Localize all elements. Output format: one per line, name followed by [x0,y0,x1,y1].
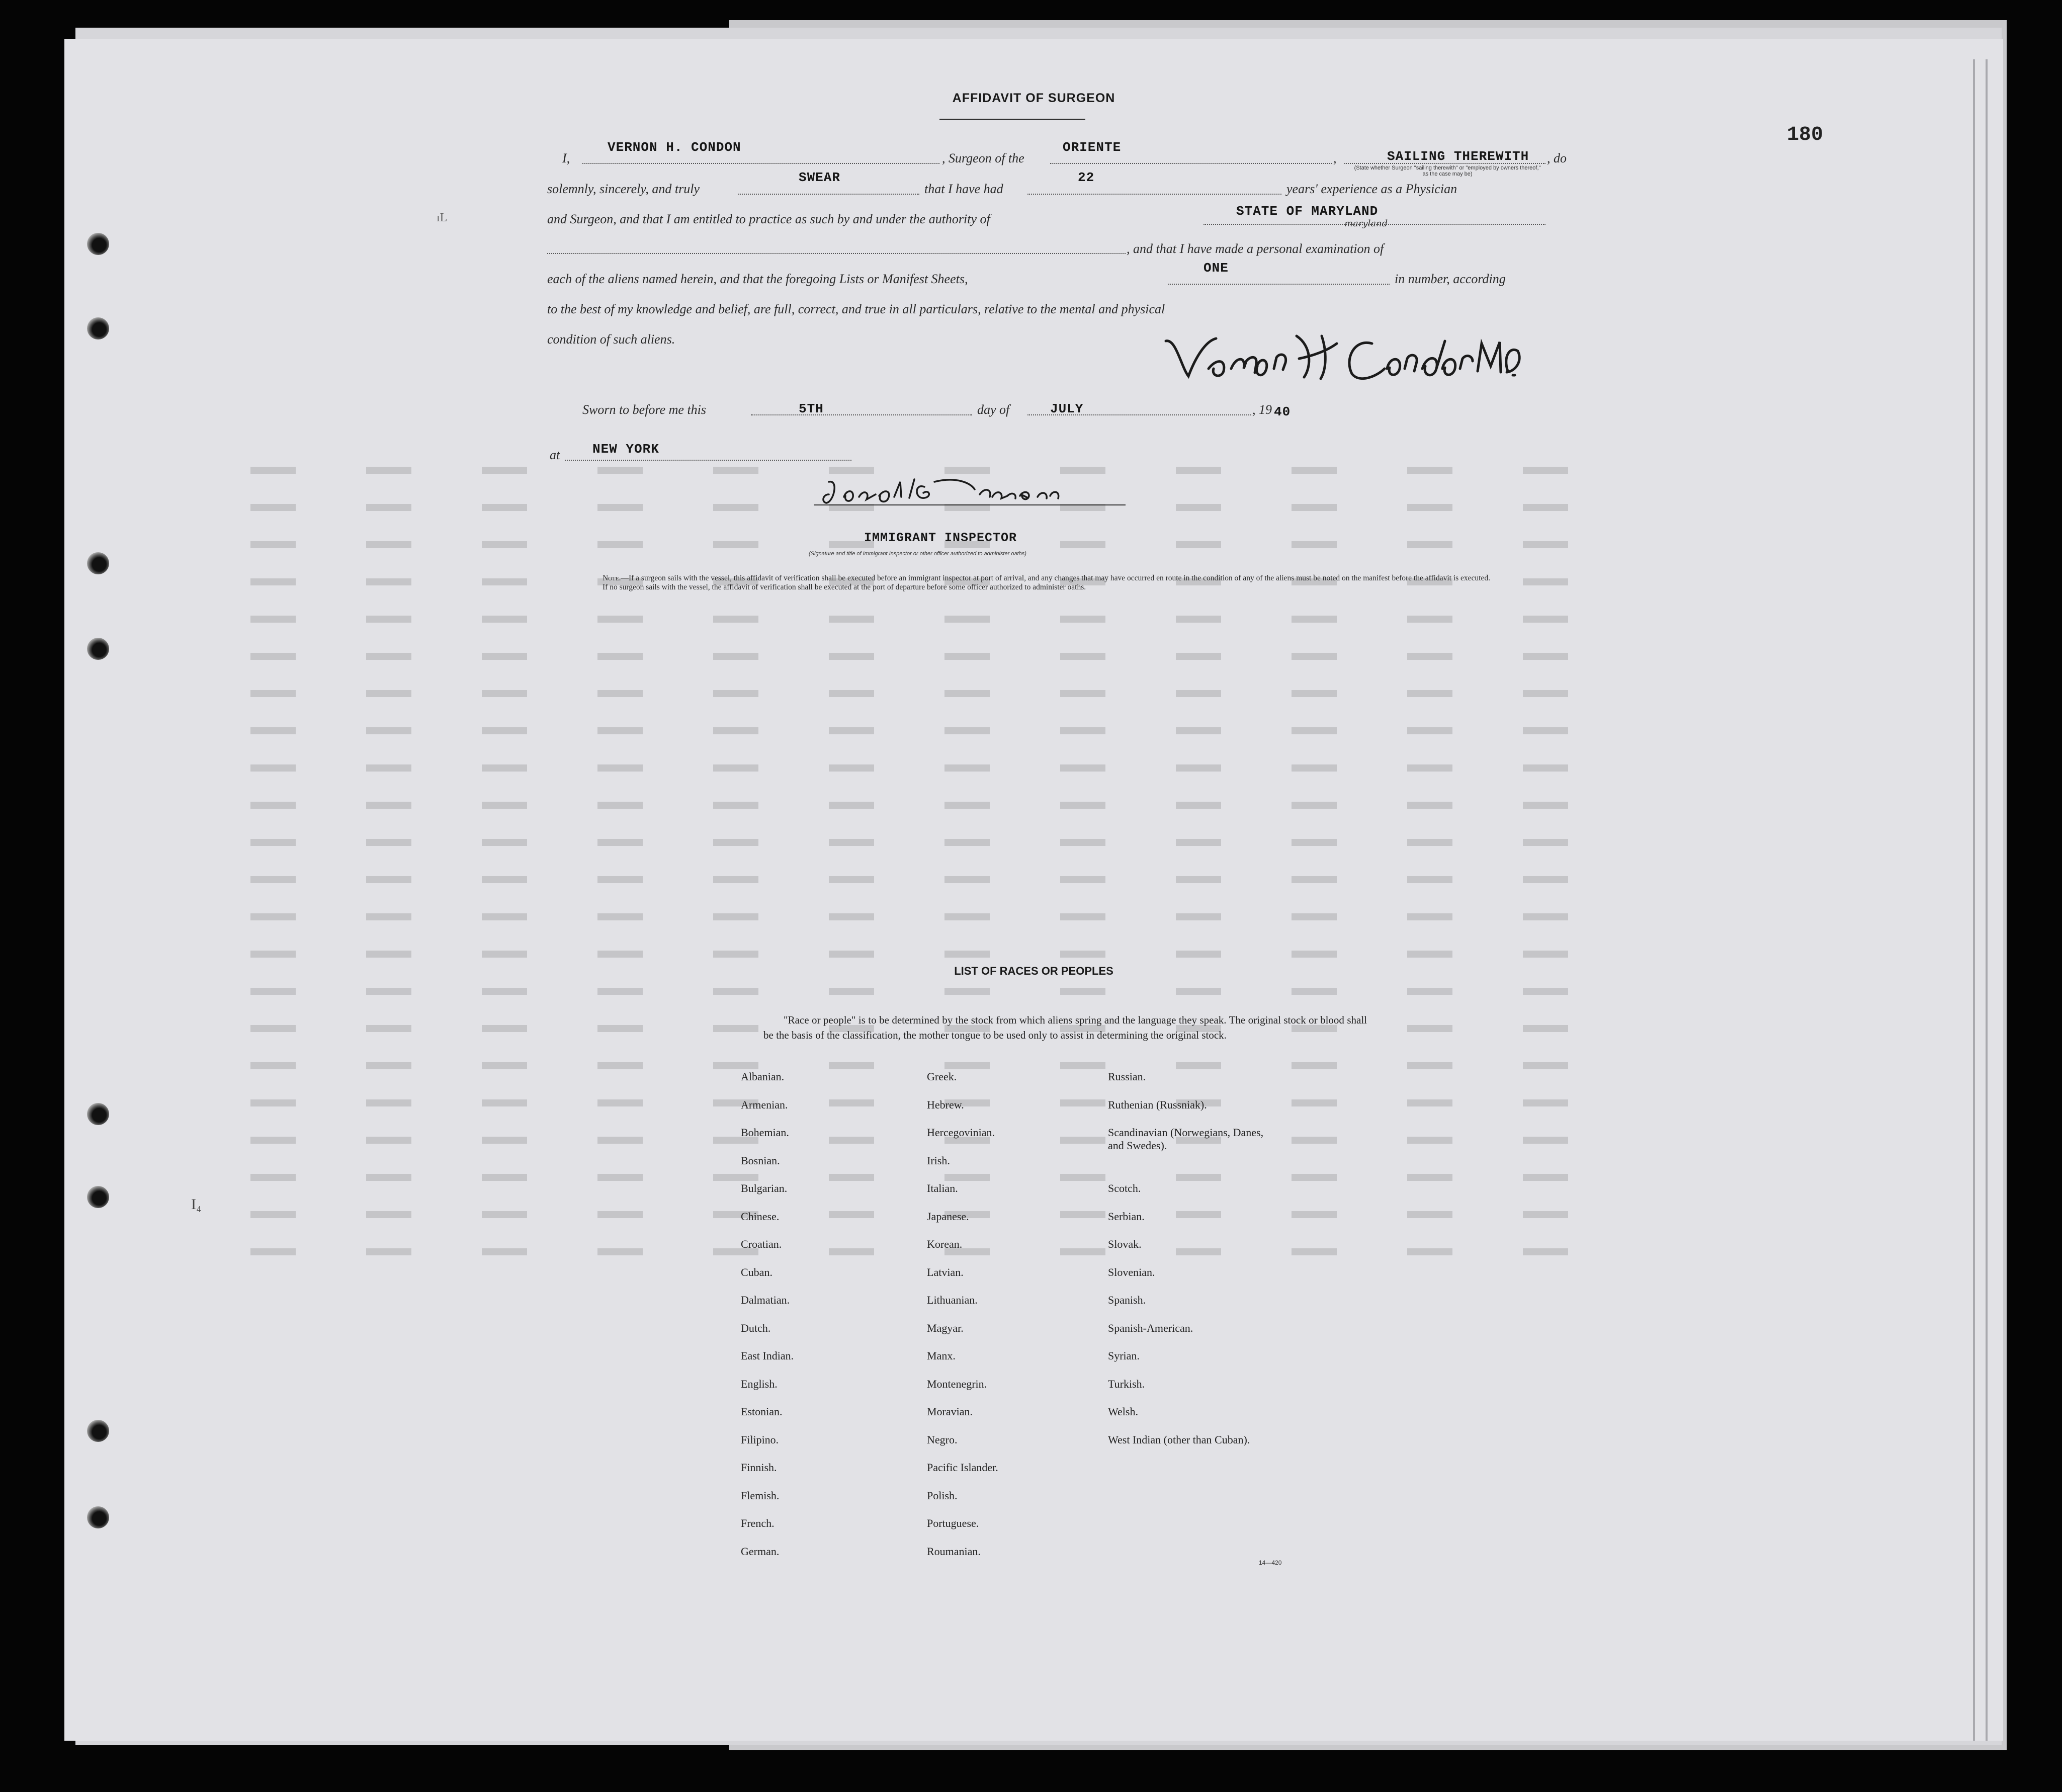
race-item: Spanish-American. [1108,1321,1193,1334]
race-item: Syrian. [1108,1349,1140,1362]
bleed-row [175,1159,1986,1196]
affidavit-text: , [1333,151,1337,165]
binder-hole [87,1506,109,1528]
affidavit-text: solemnly, sincerely, and truly [547,182,700,196]
dotted-rule [1168,284,1390,285]
race-item: Albanian. [741,1070,785,1083]
affidavit-text: and Surgeon, and that I am entitled to practice as such by and under the authority of [547,212,990,226]
race-item: Russian. [1108,1070,1146,1083]
races-column [741,1070,794,1573]
race-item: Bosnian. [741,1154,780,1167]
dotted-rule [751,414,972,415]
title-rule [939,119,1085,120]
dotted-rule [1050,163,1332,164]
race-item: French. [741,1517,775,1529]
oath-type: SWEAR [799,170,841,185]
race-item: Estonian. [741,1405,783,1418]
bleed-row [175,973,1986,1010]
dotted-rule [582,163,939,164]
race-item: English. [741,1377,778,1390]
race-item: Filipino. [741,1433,779,1446]
race-item: Portuguese. [927,1517,979,1529]
race-item: Finnish. [741,1461,777,1474]
race-item: Scotch. [1108,1182,1141,1194]
manifest-sheet [64,39,2003,1741]
race-item: Cuban. [741,1265,772,1278]
affidavit-note [587,574,1573,592]
race-item: Turkish. [1108,1377,1145,1390]
race-item: Flemish. [741,1489,780,1502]
sworn-text: day of [977,402,1010,417]
affidavit-text: years' experience as a Physician [1286,182,1457,196]
race-item: Irish. [927,1154,950,1167]
affidavit-text: each of the aliens named herein, and that the foregoing Lists or Manifest Sheets, [547,272,968,286]
race-item: Moravian. [927,1405,973,1418]
bleed-row [175,601,1986,638]
race-item: East Indian. [741,1349,794,1362]
race-item: Croatian. [741,1238,782,1250]
race-item: Montenegrin. [927,1377,987,1390]
race-item: Serbian. [1108,1210,1145,1223]
sworn-day: 5TH [799,401,824,416]
dotted-rule [547,253,1126,254]
races-column [927,1070,998,1573]
race-item: Bohemian. [741,1126,789,1139]
race-item: Scandinavian (Norwegians, Danes, and Swedes). [1108,1126,1264,1152]
note-text-2: If no surgeon sails with the vessel, the affidavit of verification shall be executed at the port of departure before some officer authorized to administer oaths. [603,583,1086,591]
affidavit-text: , and that I have made a personal examination of [1127,241,1384,256]
bleed-row [175,898,1986,935]
race-item: Spanish. [1108,1294,1146,1306]
dotted-rule [1027,194,1281,195]
affidavit-text: to the best of my knowledge and belief, are full, correct, and true in all particulars, relative to the mental and physical [547,302,1165,316]
binder-hole [87,1103,109,1125]
bleed-row [175,749,1986,787]
margin-mark: ıL [437,211,448,224]
race-item: Dalmatian. [741,1294,790,1306]
note-label: Note. [603,574,621,582]
race-item: Dutch. [741,1321,771,1334]
race-item: Roumanian. [927,1545,981,1558]
status-note: (State whether Surgeon "sailing therewith" or "employed by owners thereof," as the case may be) [1354,165,1541,177]
bleed-row [175,526,1986,563]
race-item: Hercegovinian. [927,1126,995,1139]
affidavit-title: AFFIDAVIT OF SURGEON [952,91,1115,105]
race-item: Hebrew. [927,1098,964,1111]
race-item: Magyar. [927,1321,964,1334]
race-item: German. [741,1545,780,1558]
form-number: 14—420 [1259,1559,1282,1566]
binder-hole [87,638,109,660]
binder-hole [87,1420,109,1442]
note-text-1: —If a surgeon sails with the vessel, this affidavit of verification shall be executed before an immigrant inspector at port of arrival, and any changes that may have occurred en route in the condition of any of the aliens must be noted on the manifest before the affidavit is executed. [621,574,1490,582]
inspector-title: IMMIGRANT INSPECTOR [864,531,1017,545]
race-item: Pacific Islander. [927,1461,998,1474]
bleed-row [175,787,1986,824]
race-item: Latvian. [927,1265,964,1278]
race-item: Italian. [927,1182,958,1194]
years-experience: 22 [1078,170,1095,185]
races-column [1108,1070,1274,1461]
binder-hole [87,317,109,339]
margin-mark: I₄ [191,1196,202,1213]
bleed-row [175,1084,1986,1122]
sworn-month: JULY [1050,401,1084,416]
race-item: Manx. [927,1349,956,1362]
race-item: Japanese. [927,1210,969,1223]
affidavit-text: in number, according [1395,272,1506,286]
bleed-row [175,638,1986,675]
race-item: Lithuanian. [927,1294,978,1306]
dotted-rule [565,460,851,461]
surgeon-name: VERNON H. CONDON [608,140,741,155]
binder-hole [87,233,109,255]
manifest-sheet-count: ONE [1204,261,1229,276]
races-intro: "Race or people" is to be determined by the stock from which aliens spring and the language they speak. The original stock or blood shall be the basis of the classification, the mother tongue to be used only to assist in determining the original stock. [763,1014,1367,1041]
race-item: Ruthenian (Russniak). [1108,1098,1207,1111]
vessel-name: ORIENTE [1063,140,1122,155]
inspector-signature [809,472,1090,512]
race-item: Bulgarian. [741,1182,788,1194]
bleed-row [175,675,1986,712]
inspector-caption: (Signature and title of Immigrant Inspector or other officer authorized to administer oaths) [809,551,1026,557]
binder-hole [87,552,109,574]
race-item: Chinese. [741,1210,780,1223]
affidavit-text: I, [562,151,570,165]
sworn-text: Sworn to before me this [582,402,707,417]
sworn-place: NEW YORK [592,442,659,457]
race-item: Armenian. [741,1098,788,1111]
surgeon-status: SAILING THEREWITH [1387,149,1529,164]
sworn-text: , 19 [1252,402,1272,417]
race-item: Negro. [927,1433,958,1446]
page-number: 180 [1787,124,1824,146]
affidavit-text: , Surgeon of the [942,151,1024,165]
sworn-year: 40 [1274,404,1291,419]
bleed-row [175,824,1986,861]
licensing-authority: STATE OF MARYLAND [1236,204,1379,219]
race-item: Polish. [927,1489,958,1502]
races-title: LIST OF RACES OR PEOPLES [954,965,1113,977]
signature-rule [814,504,1126,505]
race-item: Slovak. [1108,1238,1142,1250]
affidavit-text: condition of such aliens. [547,332,675,347]
bleed-row [175,861,1986,898]
race-item: Greek. [927,1070,957,1083]
bleed-row [175,712,1986,749]
bleed-row [175,1233,1986,1270]
race-item: Welsh. [1108,1405,1138,1418]
bleed-row [175,1196,1986,1233]
bleed-row [175,1047,1986,1084]
race-item: Korean. [927,1238,963,1250]
bleed-row [175,1122,1986,1159]
race-item: West Indian (other than Cuban). [1108,1433,1250,1446]
sworn-text: at [550,448,560,462]
page-edge-line [1986,59,1988,1741]
authority-handwritten: maryland [1344,218,1388,229]
dotted-rule [738,194,919,195]
binder-hole [87,1186,109,1208]
race-item: Slovenian. [1108,1265,1155,1278]
surgeon-signature [1161,321,1523,396]
affidavit-text: , do [1547,151,1567,165]
affidavit-text: that I have had [924,182,1003,196]
